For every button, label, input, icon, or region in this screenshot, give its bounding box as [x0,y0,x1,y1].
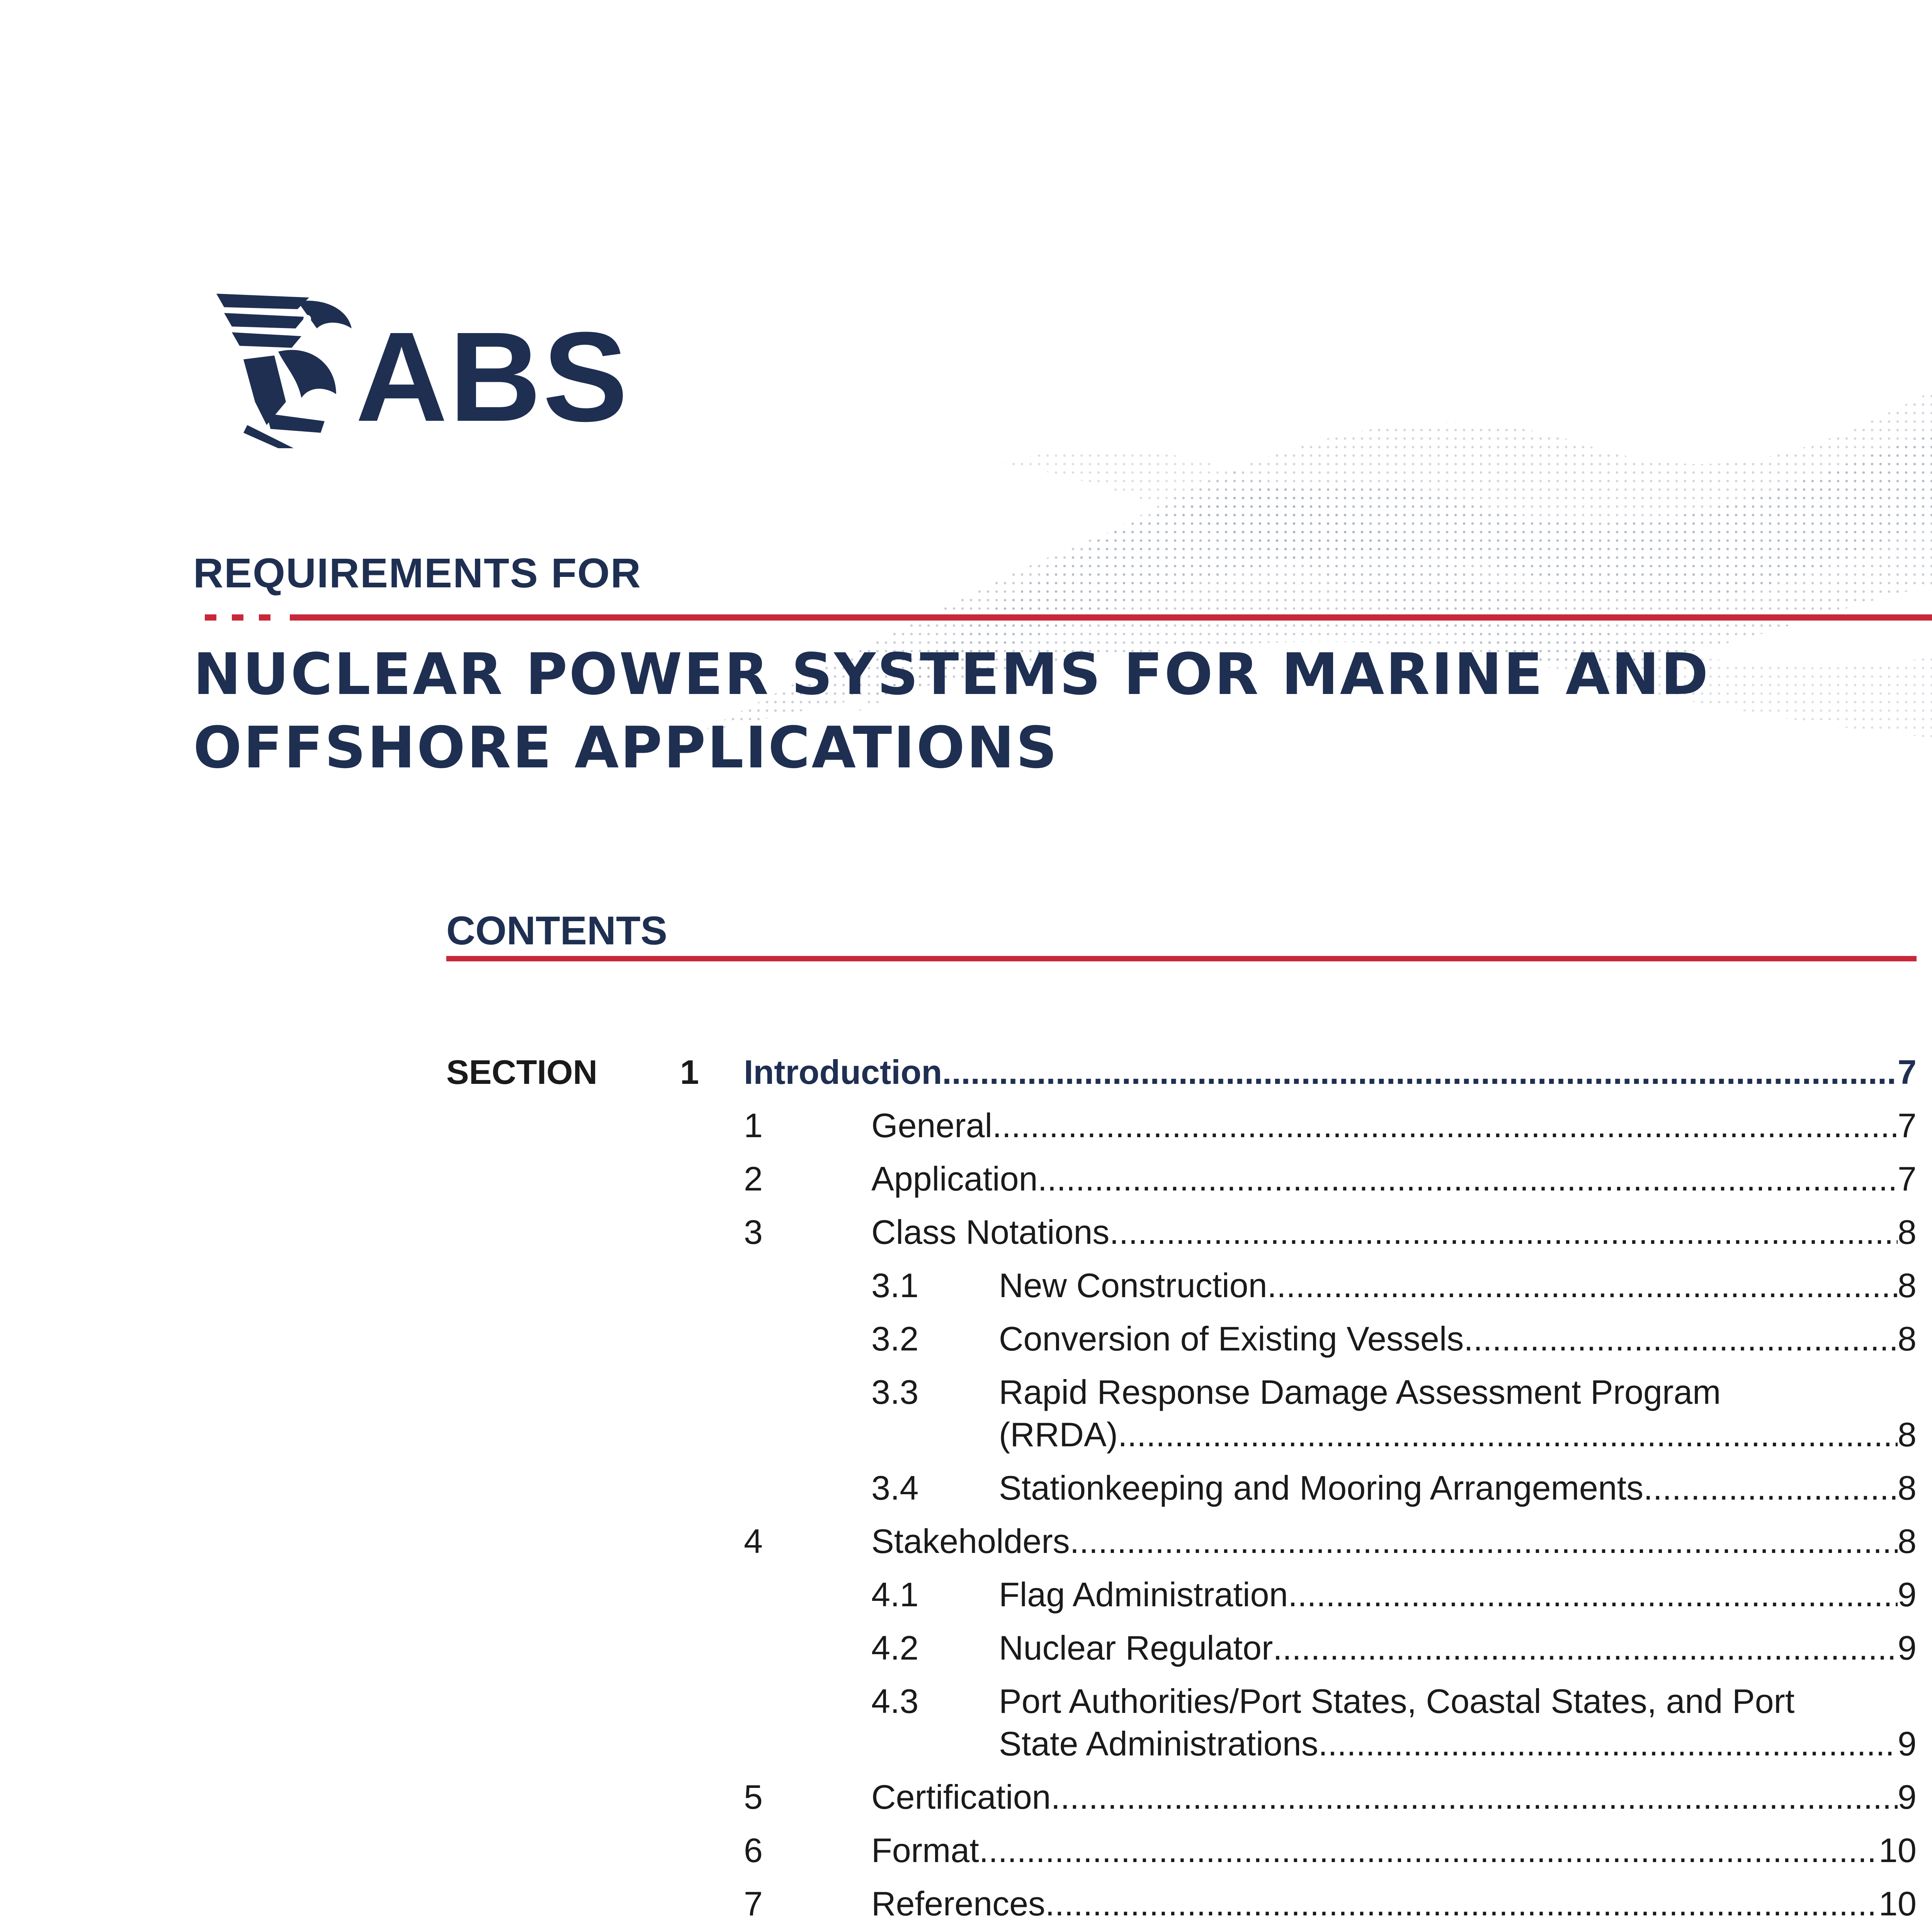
toc-entry[interactable] [999,1318,1917,1360]
toc-entry[interactable] [999,1264,1917,1307]
toc-entry[interactable] [999,1413,1917,1456]
toc-title: Application [871,1160,1038,1198]
toc-title: Stationkeeping and Mooring Arrangements [999,1469,1644,1507]
toc-num: 4.3 [871,1682,919,1720]
toc-title: General [871,1106,993,1145]
toc-title-line-1: Rapid Response Damage Assessment Program [999,1373,1721,1411]
toc-title: Conversion of Existing Vessels [999,1320,1464,1358]
toc-page: 9 [1898,1575,1917,1614]
toc-num: 3.4 [871,1469,919,1507]
toc-page: 7 [1898,1106,1917,1145]
section-1-label: SECTION [446,1053,598,1091]
toc-title: Certification [871,1778,1051,1816]
toc-entry[interactable] [871,1158,1917,1200]
toc-page: 8 [1898,1266,1917,1304]
toc-title: (RRDA) [999,1415,1118,1454]
toc-num: 4.2 [871,1629,919,1667]
toc-page: 8 [1898,1522,1917,1560]
toc-num: 2 [744,1160,763,1198]
toc-entry[interactable] [871,1829,1917,1872]
toc-title: Flag Administration [999,1575,1288,1614]
toc-page: 7 [1898,1160,1917,1198]
toc-page: 7 [1898,1053,1917,1091]
contents-heading: CONTENTS [446,908,667,953]
section-1-number: 1 [680,1053,699,1091]
toc-page: 9 [1898,1629,1917,1667]
toc-title: State Administrations [999,1725,1318,1763]
toc-entry[interactable] [871,1776,1917,1818]
toc-title: Introduction [744,1053,942,1091]
toc-entry[interactable] [871,1883,1917,1925]
abs-logo [209,286,649,448]
toc-page: 10 [1879,1884,1917,1923]
toc-num: 4 [744,1522,763,1560]
toc-page: 9 [1898,1778,1917,1816]
toc-page: 8 [1898,1415,1917,1454]
toc-entry[interactable] [999,1627,1917,1669]
toc-entry[interactable] [999,1467,1917,1509]
toc-num: 7 [744,1884,763,1923]
toc-page: 9 [1898,1725,1917,1763]
toc-title: Nuclear Regulator [999,1629,1273,1667]
toc-title: Stakeholders [871,1522,1070,1560]
toc-title-line-1: Port Authorities/Port States, Coastal States, and Port [999,1682,1795,1720]
toc-num: 1 [744,1106,763,1145]
toc-page: 8 [1898,1469,1917,1507]
document-title [193,638,1710,784]
title-line-2: OFFSHORE APPLICATIONS [193,714,1059,781]
toc-num: 3 [744,1213,763,1251]
contents-rule [446,956,1917,961]
toc-entry[interactable] [999,1573,1917,1616]
toc-title: New Construction [999,1266,1267,1304]
toc-num: 6 [744,1831,763,1869]
logo-wordmark: ABS [355,305,629,448]
toc-num: 3.1 [871,1266,919,1304]
toc-page: 8 [1898,1213,1917,1251]
toc-num: 5 [744,1778,763,1816]
toc-title: Format [871,1831,979,1869]
header-rule [193,614,1932,621]
toc-num: 3.3 [871,1373,919,1411]
eagle-emblem-icon [209,286,363,448]
toc-num: 3.2 [871,1320,919,1358]
toc-entry[interactable] [871,1104,1917,1147]
toc-entry[interactable] [999,1723,1917,1765]
toc-title: References [871,1884,1046,1923]
toc-page: 10 [1879,1831,1917,1869]
toc-entry[interactable] [871,1211,1917,1253]
toc-entry[interactable] [871,1520,1917,1563]
toc-num: 4.1 [871,1575,919,1614]
toc-title: Class Notations [871,1213,1110,1251]
requirements-for-label: REQUIREMENTS FOR [193,549,642,596]
title-line-1: NUCLEAR POWER SYSTEMS FOR MARINE AND [193,641,1710,707]
toc-page: 8 [1898,1320,1917,1358]
toc-section-1-link[interactable] [744,1051,1917,1094]
